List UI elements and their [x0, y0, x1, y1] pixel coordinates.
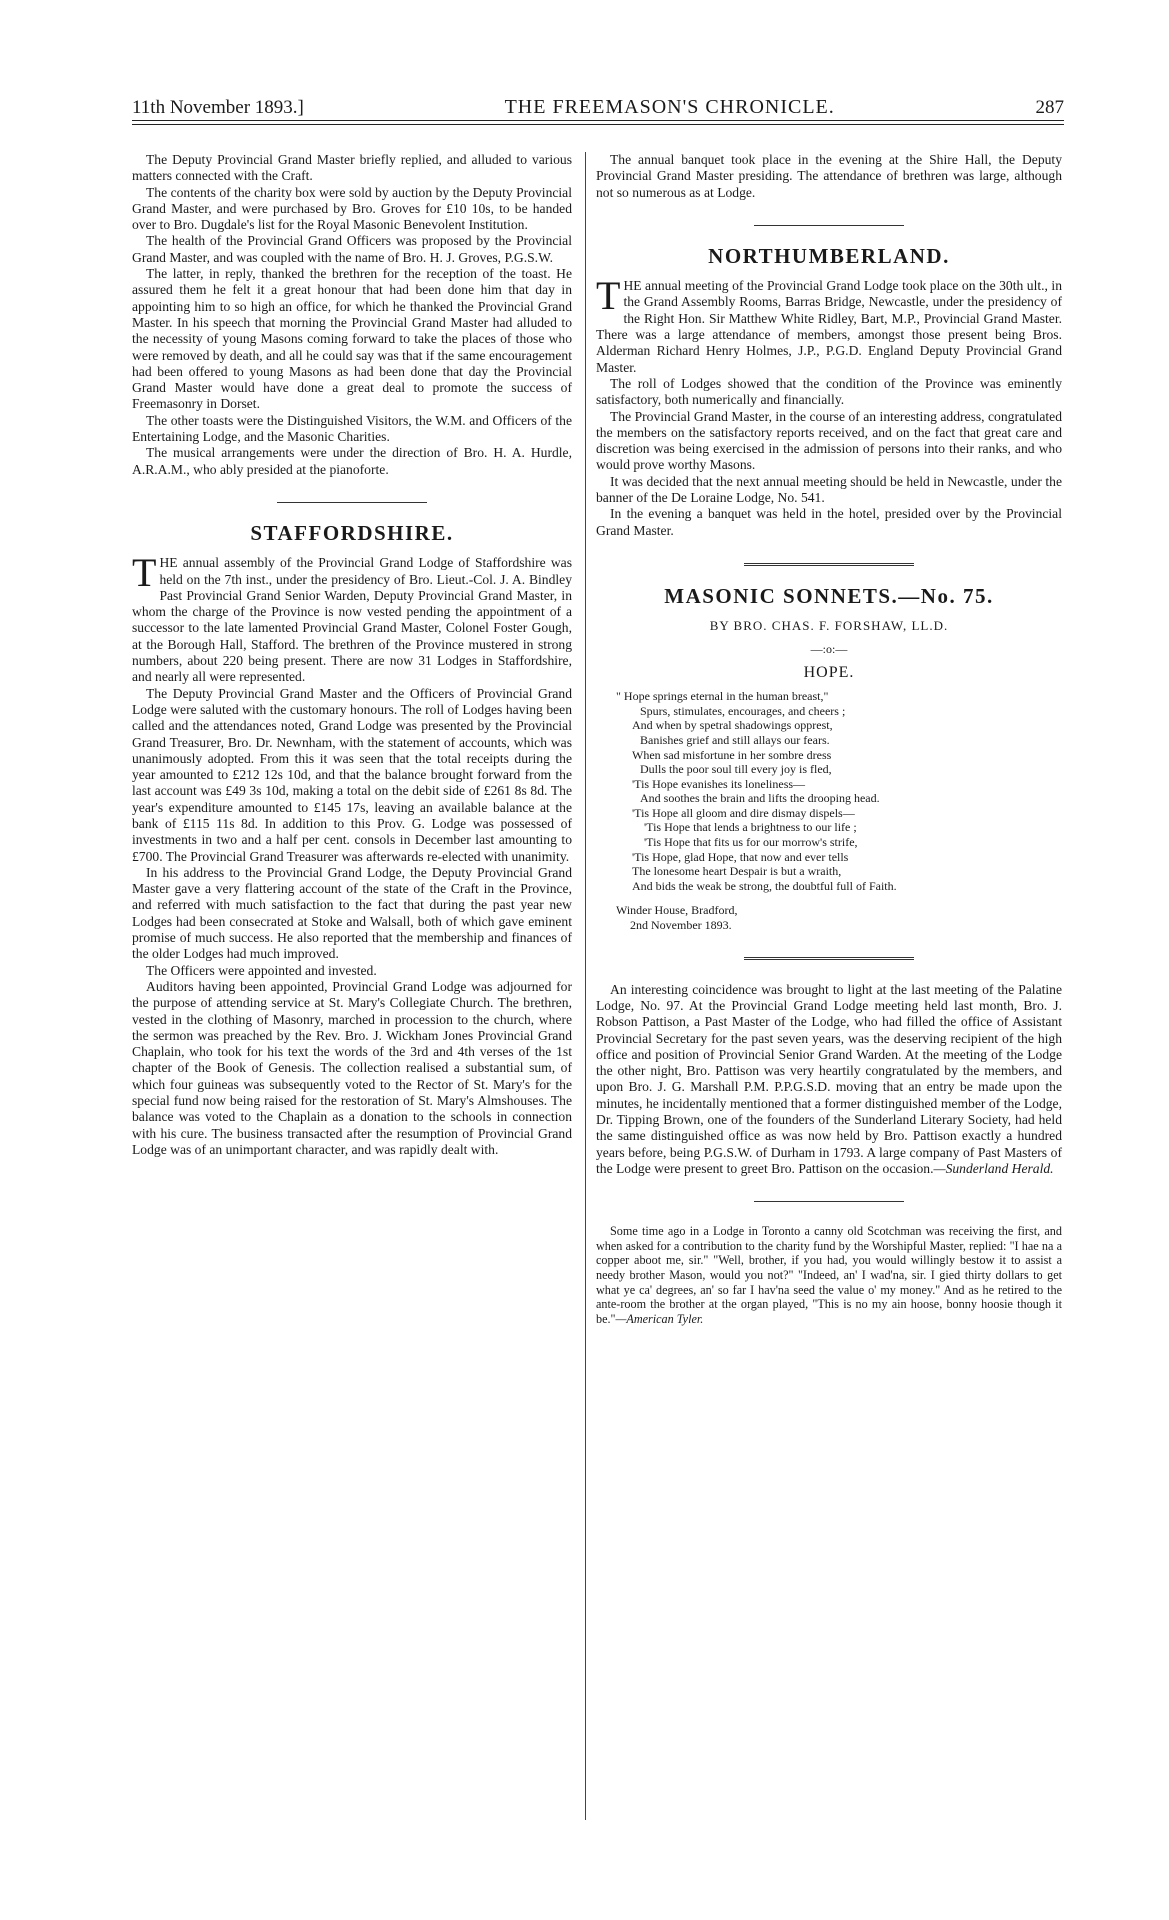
publication-title: THE FREEMASON'S CHRONICLE.: [504, 96, 835, 118]
article-paragraph: The roll of Lodges showed that the condition of the Province was eminently satisfactory, both numerically and financially.: [596, 375, 1062, 408]
anecdote-text: Some time ago in a Lodge in Toronto a canny old Scotchman was receiving the first, and when asked for a contribution to the charity fund by the Worshipful Master, replied: "I hae na a copper aboot me, sir." "Well, brother, if you had, you would willingly bestow it to assist a needy brother Mason, would you not?" "Indeed, an' I wad'na, sir. I gied thirty dollars to get what ye ca' degrees, an' so far I hav'na seed the value o' my money." And as he retired to the ante-room the brother at the organ played, "This is no my ain hoose, bonny hoosie though it be.": [596, 1224, 1062, 1326]
signature-place: Winder House, Bradford,: [616, 903, 738, 918]
ornament-divider: —:o:—: [810, 641, 848, 656]
article-paragraph: The annual banquet took place in the evening at the Shire Hall, the Deputy Provincial Grand Master presiding. The attendance of brethren was large, although not so numerous as at Lodge.: [596, 152, 1062, 200]
drop-cap: T: [596, 273, 621, 319]
poem-line: And bids the weak be strong, the doubtful full of Faith.: [632, 878, 897, 893]
article-paragraph: The Deputy Provincial Grand Master and the Officers of Provincial Grand Lodge were saluted with the customary honours. The roll of Lodges having been called and the attendances noted, Grand Lodge was presented by the Provincial Grand Treasurer, Bro. Dr. Newnham, with the statement of accounts, which was unanimously adopted. From this it was seen that the total receipts during the year amounted to £212 12s 10d, and that the balance brought forward from the last account was £49 3s 10d, making a total on the debit side of £261 8s 8d. The year's expenditure amounted to £145 17s, leaving an available balance at the bank of £115 11s 8d. In addition to this Prov. G. Lodge was possessed of investments in two and a half per cent. consols in December last amounting to £700. The Provincial Grand Treasurer was afterwards re-elected with unanimity.: [132, 685, 572, 864]
poem-line: The lonesome heart Despair is but a wraith,: [632, 864, 842, 879]
sonnet-byline: BY BRO. CHAS. F. FORSHAW, LL.D.: [709, 618, 949, 634]
drop-cap: T: [132, 550, 157, 596]
anecdote-paragraph: [596, 1224, 1062, 1326]
page-header: [132, 96, 1064, 126]
coincidence-paragraph: [596, 982, 1062, 1178]
coincidence-source: —Sunderland Herald.: [933, 1160, 1054, 1176]
article-paragraph: The musical arrangements were under the direction of Bro. H. A. Hurdle, A.R.A.M., who ably presided at the pianoforte.: [132, 445, 572, 477]
poem-line: Banishes grief and still allays our fears.: [640, 732, 830, 747]
column-divider: [585, 152, 586, 1820]
header-rule: [132, 120, 1064, 121]
section-divider: [744, 957, 914, 960]
poem-line: 'Tis Hope all gloom and dire dismay dispels—: [632, 805, 855, 820]
poem-line: 'Tis Hope that lends a brightness to our life ;: [644, 820, 857, 835]
article-paragraph: The contents of the charity box were sold by auction by the Deputy Provincial Grand Master, and were purchased by Bro. Groves for £10 10s, to be handed over to Bro. Dugdale's list for the Royal Masonic Benevolent Institution.: [132, 184, 572, 233]
article-paragraph: In the evening a banquet was held in the hotel, presided over by the Provincial Grand Master.: [596, 506, 1062, 538]
anecdote: [596, 1224, 1062, 1326]
section-divider: [754, 1201, 904, 1202]
lead-text: HE annual assembly of the Provincial Grand Lodge of Staffordshire was held on the 7th inst., under the presidency of Bro. Lieut.-Col. J. A. Bindley Past Provincial Grand Senior Warden, Deputy Provincial Grand Master, in whom the charge of the Province is now vested pending the appointment of a successor to the late lamented Provincial Grand Master, Colonel Foster Gough, at the Borough Hall, Stafford. The brethren of the Province mustered in strong numbers, about 220 being present. There are now 31 Lodges in Staffordshire, and nearly all were represented.: [132, 555, 572, 685]
article-paragraph: In his address to the Provincial Grand Lodge, the Deputy Provincial Grand Master gave a very flattering account of the state of the Craft in the Province, and referred with much satisfaction to the fact that during the past year new Lodges had been consecrated at Stoke and Walsall, both of which gave eminent promise of much success. He also reported that the membership and finances of the older Lodges had much improved.: [132, 864, 572, 962]
header-date: 11th November 1893.]: [132, 97, 304, 118]
section-heading-northumberland: NORTHUMBERLAND.: [708, 243, 950, 268]
anecdote-source: —American Tyler.: [615, 1311, 704, 1326]
right-column: [596, 152, 1062, 1326]
coincidence-text: An interesting coincidence was brought to light at the last meeting of the Palatine Lodge, No. 97. At the Provincial Grand Lodge meeting held last month, Bro. J. Robson Pattison, a Past Master of the Lodge, who had filled the office of Assistant Provincial Secretary for the past seven years, was the deserving recipient of the high office and position of Provincial Senior Grand Warden. At the meeting of the Lodge the other night, Bro. Pattison was very heartily congratulated by the members, and upon Bro. J. G. Marshall P.M. P.P.G.S.D. moving that an entry be made upon the minutes, he incidentally mentioned that a former distinguished member of the Lodge, Dr. Tipping Brown, one of the founders of the Sunderland Literary Society, had held the same distinguished office as was now held by Bro. Pattison exactly a hundred years before, being P.G.S.W. of Durham in 1793. A large company of Past Masters of the Lodge were present to greet Bro. Pattison on the occasion.: [596, 981, 1062, 1176]
poem-line: And soothes the brain and lifts the drooping head.: [640, 791, 880, 806]
poem-line: Spurs, stimulates, encourages, and cheers ;: [640, 703, 846, 718]
section-divider: [744, 563, 914, 566]
poem-line: When sad misfortune in her sombre dress: [632, 747, 832, 762]
article-paragraph: The Provincial Grand Master, in the course of an interesting address, congratulated the members on the satisfactory reports received, and on the fact that great care and discretion was being exercised in the admission of persons into their ranks, and who would prove worthy Masons.: [596, 408, 1062, 473]
article-paragraph: The health of the Provincial Grand Officers was proposed by the Provincial Grand Master, and was coupled with the name of Bro. H. J. Groves, P.G.S.W.: [132, 233, 572, 265]
left-column: [132, 152, 572, 1158]
poem-title: HOPE.: [803, 663, 855, 681]
staffordshire-lead-paragraph: [132, 550, 572, 685]
lead-text: HE annual meeting of the Provincial Grand Lodge took place on the 30th ult., in the Grand Assembly Rooms, Barras Bridge, Newcastle, under the presidency of the Right Hon. Sir Matthew White Ridley, Bart, M.P., Provincial Grand Master. There was a large attendance of members, amongst those present being Bros. Alderman Richard Henry Holmes, J.P., P.G.D. England Deputy Provincial Grand Master.: [596, 278, 1062, 375]
page-number: 287: [1035, 97, 1064, 118]
signature-date: 2nd November 1893.: [630, 918, 732, 933]
poem-line: 'Tis Hope that fits us for our morrow's strife,: [644, 835, 858, 850]
article-paragraph: The Deputy Provincial Grand Master briefly replied, and alluded to various matters connected with the Craft.: [132, 152, 572, 184]
poem-line: And when by spetral shadowings opprest,: [632, 718, 833, 733]
article-paragraph: The Officers were appointed and invested.: [146, 962, 377, 978]
northumberland-lead-paragraph: [596, 273, 1062, 376]
poem-line: Dulls the poor soul till every joy is fled,: [640, 762, 832, 777]
article-paragraph: The latter, in reply, thanked the brethren for the reception of the toast. He assured them he felt it a great honour that had been done him that day in appointing him to so high an office, for which he thanked the Provincial Grand Master. In his speech that morning the Provincial Grand Master had alluded to the necessity of young Masons coming forward to take the places of those who were removed by death, and all he could say was that if the same encouragement had been offered to young Masons as had been done that day the Provincial Grand Master would have done a great deal to promote the success of Freemasonry in Dorset.: [132, 266, 572, 412]
poem-line: 'Tis Hope, glad Hope, that now and ever tells: [632, 849, 849, 864]
poem-line: 'Tis Hope evanishes its loneliness—: [632, 776, 806, 791]
header-rule-secondary: [132, 124, 1064, 125]
section-divider: [754, 225, 904, 226]
section-heading-sonnets: MASONIC SONNETS.—No. 75.: [664, 583, 994, 608]
article-paragraph: The other toasts were the Distinguished Visitors, the W.M. and Officers of the Entertaining Lodge, and the Masonic Charities.: [132, 412, 572, 445]
article-paragraph: It was decided that the next annual meeting should be held in Newcastle, under the banner of the De Loraine Lodge, No. 541.: [596, 473, 1062, 506]
article-paragraph: Auditors having been appointed, Provincial Grand Lodge was adjourned for the purpose of attending service at St. Mary's Collegiate Church. The brethren, vested in the clothing of Masonry, marched in procession to the church, where the sermon was preached by the Rev. Bro. J. Wickham Jones Provincial Grand Chaplain, who took for his text the words of the 3rd and 4th verses of the 1st chapter of the Book of Genesis. The collection realised a substantial sum, of which four guineas was subsequently voted to the Rector of St. Mary's for the special fund now being raised for the restoration of St. Mary's Almshouses. The balance was voted to the Chaplain as a donation to the schools in connection with his cure. The business transacted after the resumption of Provincial Grand Lodge was of an unimportant character, and was rapidly dealt with.: [132, 978, 572, 1157]
poem: [616, 689, 1062, 893]
section-heading-staffordshire: STAFFORDSHIRE.: [250, 520, 454, 545]
poem-signature: [616, 903, 1062, 932]
poem-line: " Hope springs eternal in the human breast,": [616, 689, 829, 704]
section-divider: [277, 502, 427, 503]
